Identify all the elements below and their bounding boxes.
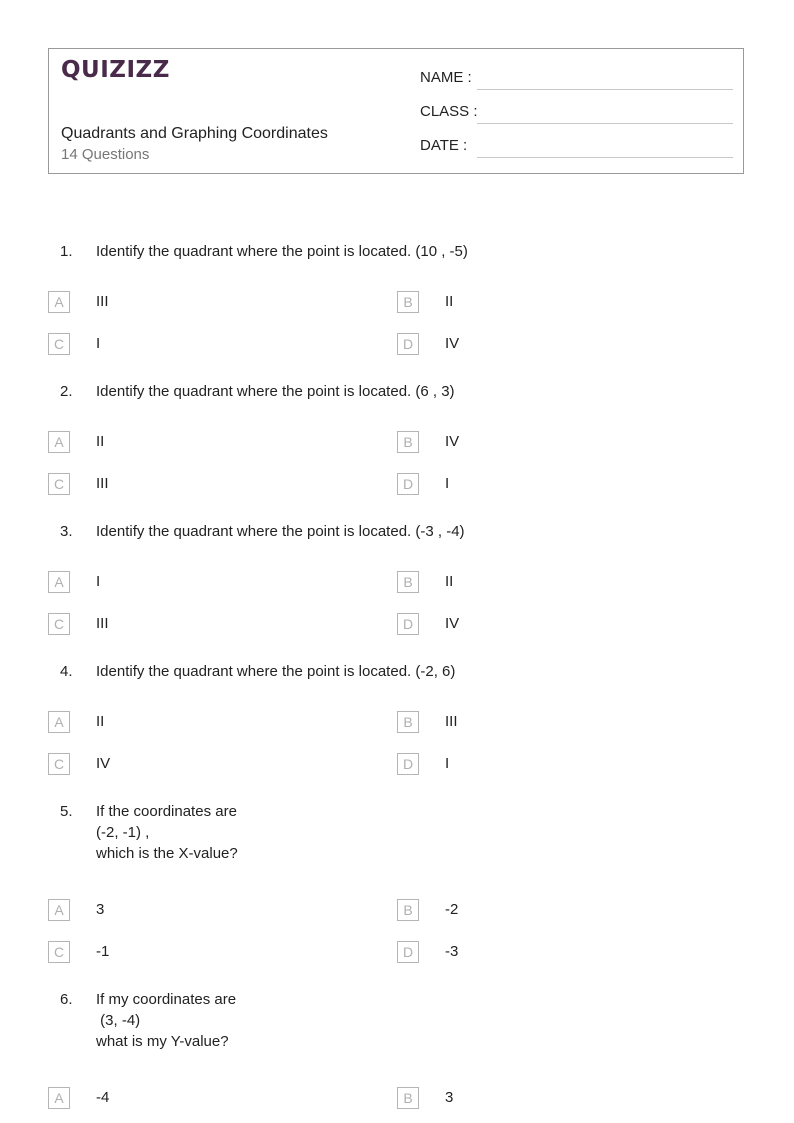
- option-letter-box[interactable]: A: [48, 431, 70, 453]
- option-text: 3: [96, 901, 105, 918]
- option-text: I: [96, 335, 101, 352]
- question-number: 1.: [60, 243, 73, 260]
- option-letter-box[interactable]: D: [397, 753, 419, 775]
- option-text: III: [96, 293, 109, 310]
- question-number: 3.: [60, 523, 73, 540]
- date-label: DATE :: [420, 137, 468, 154]
- name-label: NAME :: [420, 69, 472, 86]
- question-text-line: If the coordinates are: [96, 803, 237, 820]
- question-text: [96, 243, 468, 264]
- option-text: 3: [445, 1089, 454, 1106]
- question-text-line: Identify the quadrant where the point is located. (-2, 6): [96, 663, 456, 680]
- option-letter-box[interactable]: B: [397, 431, 419, 453]
- option-text: II: [96, 713, 105, 730]
- question-text-line: (-2, -1) ,: [96, 824, 150, 841]
- option-letter-box[interactable]: D: [397, 333, 419, 355]
- option-letter-box[interactable]: B: [397, 711, 419, 733]
- option-text: II: [445, 293, 454, 310]
- class-label: CLASS :: [420, 103, 478, 120]
- option-text: II: [445, 573, 454, 590]
- option-letter-box[interactable]: C: [48, 613, 70, 635]
- option-letter-box[interactable]: C: [48, 333, 70, 355]
- option-text: III: [96, 475, 109, 492]
- option-letter-box[interactable]: D: [397, 941, 419, 963]
- option-text: IV: [445, 335, 460, 352]
- option-letter-box[interactable]: C: [48, 753, 70, 775]
- date-field[interactable]: [477, 157, 733, 158]
- question-text-line: which is the X-value?: [96, 845, 238, 862]
- option-letter-box[interactable]: A: [48, 1087, 70, 1109]
- question-text-line: Identify the quadrant where the point is located. (-3 , -4): [96, 523, 465, 540]
- question-text-line: what is my Y-value?: [96, 1033, 229, 1050]
- option-text: -3: [445, 943, 459, 960]
- option-text: III: [445, 713, 458, 730]
- class-field[interactable]: [477, 123, 733, 124]
- option-text: IV: [445, 615, 460, 632]
- option-letter-box[interactable]: A: [48, 291, 70, 313]
- option-text: IV: [445, 433, 460, 450]
- option-letter-box[interactable]: A: [48, 711, 70, 733]
- question-count: 14 Questions: [61, 146, 150, 163]
- option-text: I: [96, 573, 101, 590]
- question-text: [96, 991, 236, 1054]
- worksheet-header: [48, 48, 744, 174]
- option-letter-box[interactable]: D: [397, 473, 419, 495]
- option-letter-box[interactable]: A: [48, 571, 70, 593]
- option-text: I: [445, 755, 450, 772]
- worksheet-title: Quadrants and Graphing Coordinates: [61, 125, 328, 142]
- option-text: I: [445, 475, 450, 492]
- option-text: -2: [445, 901, 459, 918]
- quizizz-logo: QUIZIZZ: [61, 57, 170, 83]
- option-text: III: [96, 615, 109, 632]
- option-letter-box[interactable]: C: [48, 941, 70, 963]
- question-number: 2.: [60, 383, 73, 400]
- question-text-line: If my coordinates are: [96, 991, 237, 1008]
- question-text: [96, 523, 465, 544]
- question-text-line: Identify the quadrant where the point is located. (6 , 3): [96, 383, 455, 400]
- option-letter-box[interactable]: B: [397, 1087, 419, 1109]
- option-letter-box[interactable]: B: [397, 571, 419, 593]
- option-text: -4: [96, 1089, 110, 1106]
- option-letter-box[interactable]: D: [397, 613, 419, 635]
- option-letter-box[interactable]: C: [48, 473, 70, 495]
- option-text: II: [96, 433, 105, 450]
- question-text: [96, 383, 455, 404]
- option-letter-box[interactable]: A: [48, 899, 70, 921]
- name-field[interactable]: [477, 89, 733, 90]
- question-number: 4.: [60, 663, 73, 680]
- option-letter-box[interactable]: B: [397, 899, 419, 921]
- option-text: -1: [96, 943, 110, 960]
- question-number: 5.: [60, 803, 73, 820]
- question-text-line: (3, -4): [96, 1012, 141, 1029]
- question-number: 6.: [60, 991, 73, 1008]
- question-text: [96, 803, 238, 866]
- option-letter-box[interactable]: B: [397, 291, 419, 313]
- question-text-line: Identify the quadrant where the point is located. (10 , -5): [96, 243, 468, 260]
- option-text: IV: [96, 755, 111, 772]
- question-text: [96, 663, 455, 684]
